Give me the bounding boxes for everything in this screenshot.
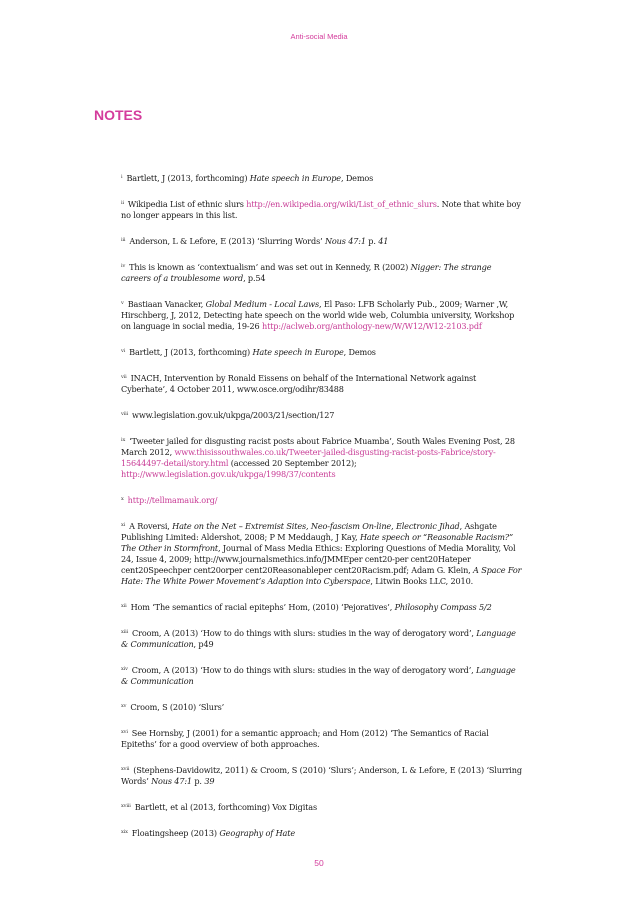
endnote-marker: iv	[121, 263, 126, 269]
endnote	[121, 827, 523, 839]
endnote-text: Bartlett, J (2013, forthcoming)	[129, 347, 253, 357]
endnote-marker: xix	[121, 829, 128, 835]
endnote-italic-text: A Space For Hate: The White Power Movement’s Adaption into Cyberspace	[121, 565, 522, 586]
endnote	[121, 664, 523, 687]
endnote-marker: ix	[121, 437, 126, 443]
endnote-text: ‘Tweeter jailed for disgusting racist posts about Fabrice Muamba’, South Wales Evening Post, 28 March 2012,	[121, 436, 515, 457]
endnote-italic-text: 41	[378, 236, 389, 246]
running-header: Anti-social Media	[290, 32, 348, 41]
endnote-italic-text: Nigger: The strange careers of a troublesome word	[121, 262, 492, 283]
endnote-text: This is known as ‘contextualism’ and was set out in Kennedy, R (2002)	[129, 262, 411, 272]
endnote-text: . Note that white boy no longer appears in this list.	[121, 199, 521, 220]
endnote-marker: xiii	[121, 629, 129, 635]
endnote-italic-text: Language & Communication	[121, 628, 516, 649]
page-number: 50	[314, 858, 324, 868]
endnote	[121, 801, 523, 813]
endnote-text: Wikipedia List of ethnic slurs	[127, 199, 247, 209]
endnote-link[interactable]: http://tellmamauk.org/	[127, 495, 218, 505]
endnote-text: Floatingsheep (2013)	[131, 828, 220, 838]
endnote-italic-text: Hate speech or “Reasonable Racism?” The Other in Stormfront	[121, 532, 513, 553]
endnote-italic-text: Hate speech in Europe	[249, 173, 341, 183]
endnotes-list	[121, 172, 523, 853]
endnote-italic-text: Language & Communication	[121, 665, 516, 686]
endnote-text: , El Paso: LFB Scholarly Pub., 2009; Warner ,W, Hirschberg, J, 2012, Detecting hate speech on the world wide web, Columbia university, Workshop on language in social media, 19-26	[121, 299, 515, 331]
endnote-text: Hom ‘The semantics of racial epitephs’ Hom, (2010) ‘Pejoratives’,	[130, 602, 395, 612]
endnote-italic-text: Global Medium - Local Laws	[205, 299, 319, 309]
endnote-text: , Demos	[343, 347, 376, 357]
endnote-marker: x	[121, 496, 124, 502]
endnote-link[interactable]: www.thisissouthwales.co.uk/Tweeter-jailed-disgusting-racist-posts-Fabrice/story-15644497-detail/story.html	[121, 447, 496, 468]
endnote	[121, 601, 523, 613]
endnote	[121, 346, 523, 358]
endnote-marker: ii	[121, 200, 124, 206]
endnote-text: See Hornsby, J (2001) for a semantic approach; and Hom (2012) ‘The Semantics of Racial Epiteths’ for a good overview of both approaches.	[121, 728, 489, 749]
endnote-marker: xvii	[121, 766, 130, 772]
endnote-text: Bastiaan Vanacker,	[127, 299, 206, 309]
endnote-marker: xi	[121, 522, 126, 528]
endnote	[121, 261, 523, 284]
endnote-italic-text: Hate on the Net – Extremist Sites, Neo-fascism On-line, Electronic Jihad	[172, 521, 460, 531]
endnote	[121, 235, 523, 247]
endnote-italic-text: Nous 47:1	[324, 236, 366, 246]
endnote-text: (Stephens-Davidowitz, 2011) & Croom, S (2010) ‘Slurs’; Anderson, L & Lefore, E (2013) ‘Slurring Words’	[121, 765, 522, 786]
endnote	[121, 701, 523, 713]
endnote-text: p.	[365, 236, 379, 246]
endnote-marker: iii	[121, 237, 126, 243]
endnote-text: p.	[191, 776, 205, 786]
endnote-marker: vii	[121, 374, 127, 380]
endnote-text: , p49	[193, 639, 214, 649]
endnote-italic-text: Philosophy Compass 5/2	[394, 602, 492, 612]
endnote	[121, 409, 523, 421]
endnote-marker: vi	[121, 348, 126, 354]
endnote-marker: xii	[121, 603, 127, 609]
endnote-text: , Ashgate Publishing Limited: Aldershot, 2008; P M Meddaugh, J Kay,	[121, 521, 497, 542]
endnote-text: , Demos	[340, 173, 374, 183]
endnote	[121, 727, 523, 750]
endnote	[121, 372, 523, 395]
endnote	[121, 198, 523, 221]
endnote	[121, 494, 523, 506]
endnote-link[interactable]: http://en.wikipedia.org/wiki/List_of_ethnic_slurs	[246, 199, 437, 209]
endnote	[121, 172, 523, 184]
endnote	[121, 435, 523, 480]
endnote-italic-text: 39	[204, 776, 215, 786]
endnote	[121, 298, 523, 332]
endnote	[121, 764, 523, 787]
endnote-marker: v	[121, 300, 124, 306]
endnote-italic-text: Nous 47:1	[151, 776, 192, 786]
endnote-marker: xv	[121, 703, 127, 709]
endnote-marker: viii	[121, 411, 129, 417]
endnote-text: Croom, A (2013) ‘How to do things with slurs: studies in the way of derogatory word’,	[132, 628, 477, 638]
endnote-text: Bartlett, J (2013, forthcoming)	[126, 173, 250, 183]
endnote-text: , Litwin Books LLC, 2010.	[370, 576, 474, 586]
endnote	[121, 520, 523, 587]
endnote-text: Bartlett, et al (2013, forthcoming) Vox Digitas	[134, 802, 317, 812]
endnote-text: Anderson, L & Lefore, E (2013) ‘Slurring Words’	[129, 236, 325, 246]
endnote-text: www.legislation.gov.uk/ukpga/2003/21/section/127	[132, 410, 335, 420]
endnote-link[interactable]: http://www.legislation.gov.uk/ukpga/1998/37/contents	[121, 469, 336, 479]
endnote-text: Croom, S (2010) ‘Slurs’	[130, 702, 225, 712]
endnote-marker: i	[121, 174, 123, 180]
endnote-text: , Journal of Mass Media Ethics: Exploring Questions of Media Morality, Vol 24, Issue 4, 2009; http://www.journalsmethics.info/JMMEper cent20-per cent20Hateper cent20Speechper cent20orper cent20Reasonableper cent20Racism.pdf; Adam G. Klein,	[121, 543, 516, 575]
endnote-link[interactable]: http://aclweb.org/anthology-new/W/W12/W12-2103.pdf	[261, 321, 482, 331]
endnote-marker: xviii	[121, 803, 131, 809]
endnote-text: Croom, A (2013) ‘How to do things with slurs: studies in the way of derogatory word’,	[131, 665, 477, 675]
endnote-text: INACH, Intervention by Ronald Eissens on behalf of the International Network against Cyberhate’, 4 October 2011, www.osce.org/odihr/83488	[121, 373, 477, 394]
endnote-text: (accessed 20 September 2012);	[228, 458, 357, 468]
endnote-italic-text: Geography of Hate	[219, 828, 295, 838]
endnote-marker: xiv	[121, 666, 128, 672]
endnote-italic-text: Hate speech in Europe	[252, 347, 344, 357]
section-title: NOTES	[94, 107, 143, 123]
endnote	[121, 627, 523, 650]
endnote-text: A Roversi,	[129, 521, 173, 531]
endnote-marker: xvi	[121, 729, 128, 735]
endnote-text: , p.54	[243, 273, 266, 283]
